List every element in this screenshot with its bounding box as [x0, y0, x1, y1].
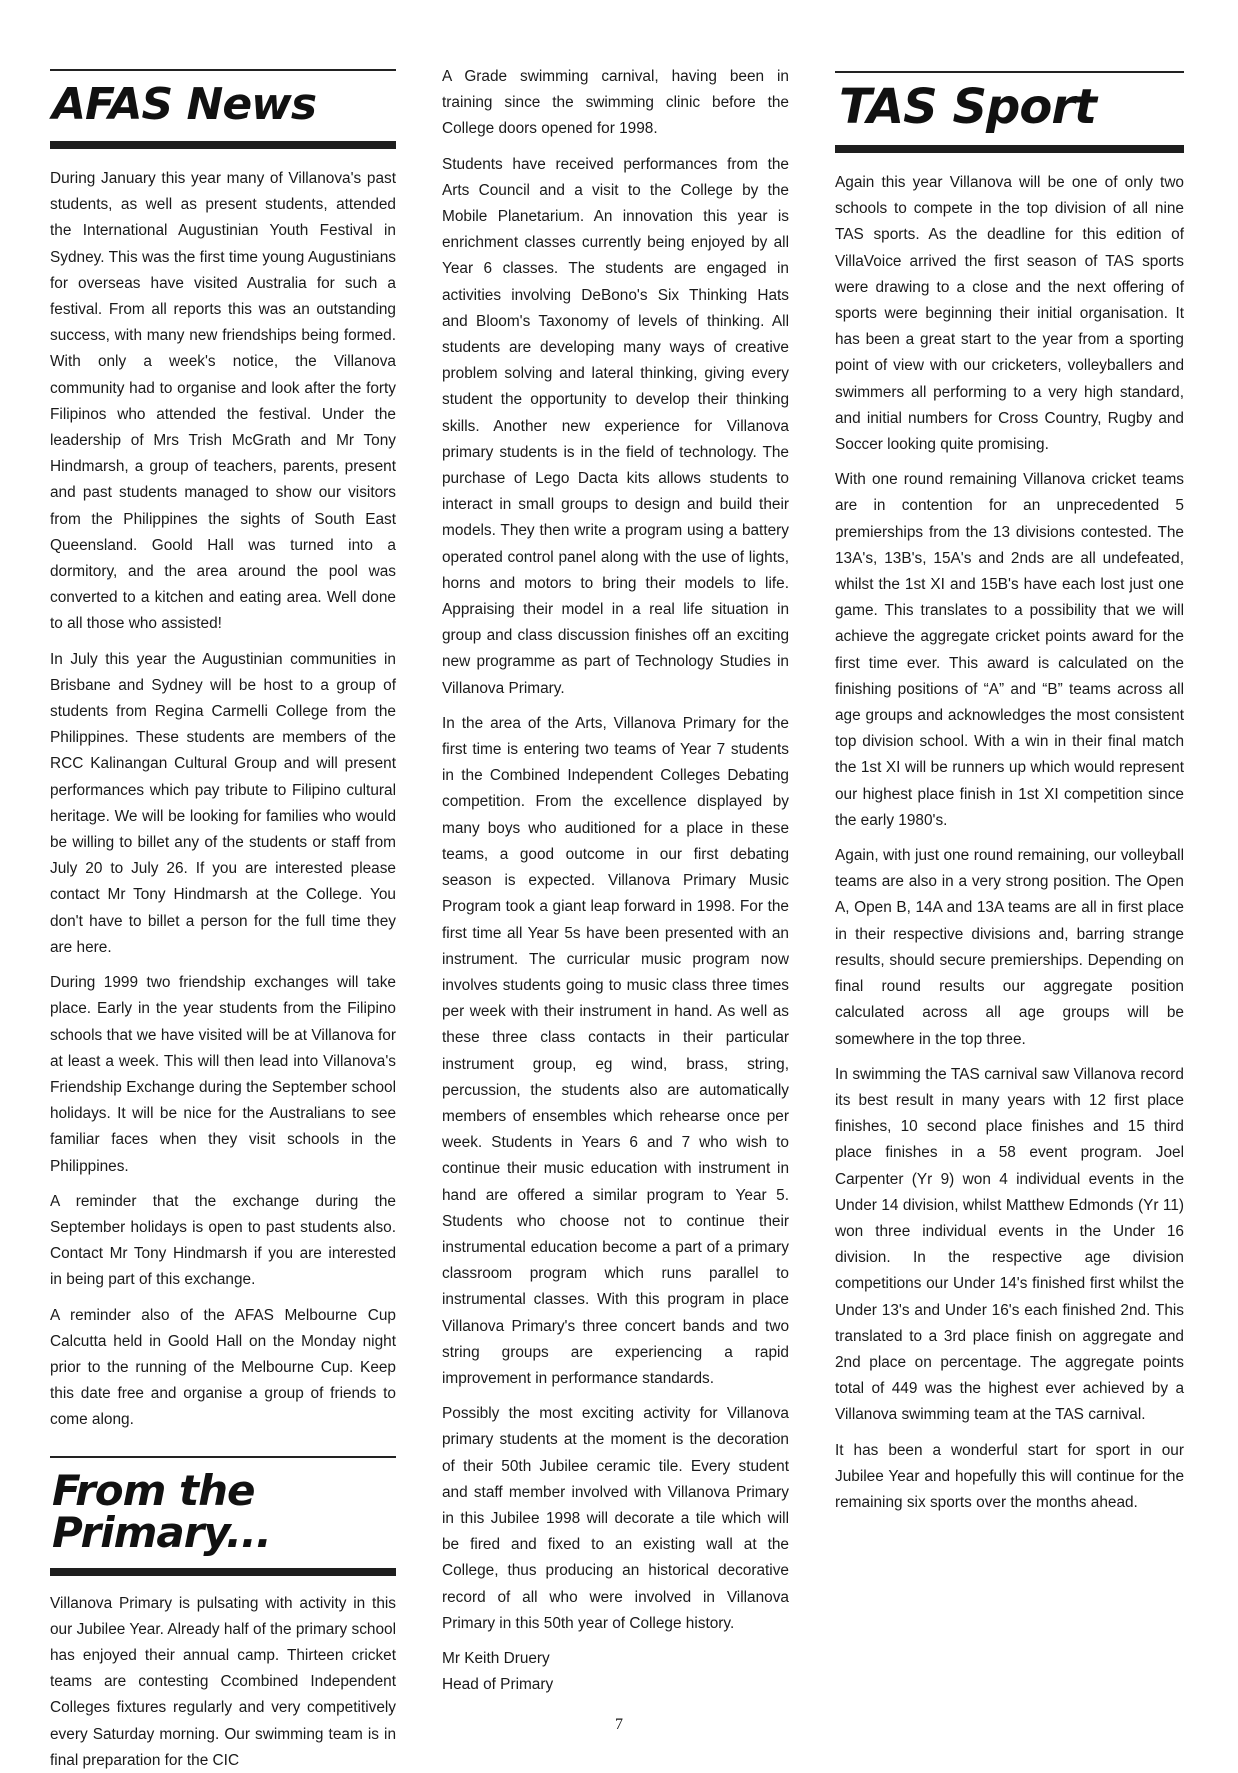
- signature-name: Mr Keith Druery: [442, 1649, 550, 1667]
- afas-paragraph: During January this year many of Villanova's past students, as well as present students, attended the International Augustinian Youth Festival in Sydney. This was the first time young Augustinians for overseas have visited Australia for such a festival. From all reports this was an outstanding success, with many new friendships being formed. With only a week's notice, the Villanova community had to organise and look after the forty Filipinos who attended the festival. Under the leadership of Mrs Trish McGrath and Mr Tony Hindmarsh, a group of teachers, parents, present and past students managed to show our visitors from the Philippines the sights of South East Queensland. Goold Hall was turned into a dormitory, and the area around the pool was converted to a kitchen and eating area. Well done to all those who assisted!: [50, 170, 396, 633]
- afas-news-header: [50, 69, 396, 149]
- column-left: [50, 0, 396, 1773]
- afas-paragraph: In July this year the Augustinian communities in Brisbane and Sydney will be host to a group of students from Regina Carmelli College from the Philippines. These students are members of the RCC Kalinangan Cultural Group and will present performances which pay tribute to Filipino cultural heritage. We will be looking for families who would be willing to billet any of the students or staff from July 20 to July 26. If you are interested please contact Mr Tony Hindmarsh at the College. You don't have to billet a person for the full time they are here.: [50, 650, 396, 956]
- afas-paragraph: A reminder that the exchange during the September holidays is open to past students also. Contact Mr Tony Hindmarsh if you are interested in being part of this exchange.: [50, 1192, 396, 1289]
- signature-role: Head of Primary: [442, 1675, 554, 1693]
- tas-paragraph: It has been a wonderful start for sport in our Jubilee Year and hopefully this will continue for the remaining six sports over the months ahead.: [835, 1441, 1184, 1511]
- primary-header: [50, 1456, 396, 1576]
- primary-paragraph: Students have received performances from the Arts Council and a visit to the College by the Mobile Planetarium. An innovation this year is enrichment classes currently being enjoyed by all Year 6 classes. The students are engaged in activities involving DeBono's Six Thinking Hats and Bloom's Taxonomy of levels of thinking. All students are developing many ways of creative problem solving and lateral thinking, giving every student the opportunity to develop their thinking skills. Another new experience for Villanova primary students is in the field of technology. The purchase of Lego Dacta kits allows students to interact in small groups to design and build their models. They then write a program using a battery operated control panel along with the use of lights, horns and motors to bring their models to life. Appraising their model in a real life situation in group and class discussion finishes off an exciting new programme as part of Technology Studies in Villanova Primary.: [442, 155, 789, 697]
- tas-sport-divider: [835, 145, 1184, 153]
- afas-paragraph: During 1999 two friendship exchanges will take place. Early in the year students from the Filipino schools that we have visited will be at Villanova for at least a week. This will then lead into Villanova's Friendship Exchange during the September school holidays. It will be nice for the Australians to see familiar faces when they visit schools in the Philippines.: [50, 974, 396, 1175]
- primary-paragraph: Possibly the most exciting activity for Villanova primary students at the moment is the decoration of their 50th Jubilee ceramic tile. Every student and staff member involved with Villanova Primary in this Jubilee 1998 will decorate a tile which will be fired and fixed to an existing wall at the College, thus producing an historical decorative record of all who were involved in Villanova Primary in this 50th year of College history.: [442, 1405, 789, 1632]
- afas-paragraph: A reminder also of the AFAS Melbourne Cup Calcutta held in Goold Hall on the Monday night prior to the running of the Melbourne Cup. Keep this date free and organise a group of friends to come along.: [50, 1306, 396, 1429]
- tas-sport-title: TAS Sport: [839, 79, 1096, 135]
- primary-paragraph: Villanova Primary is pulsating with activity in this our Jubilee Year. Already half of the primary school has enjoyed their annual camp. Thirteen cricket teams are contesting Ccombined Independent Colleges fixtures regularly and very competitively every Saturday morning. Our swimming team is in final preparation for the CIC: [50, 1594, 396, 1769]
- tas-paragraph: Again this year Villanova will be one of only two schools to compete in the top division of all nine TAS sports. As the deadline for this edition of VillaVoice arrived the first season of TAS sports were drawing to a close and the next offering of sports were beginning their initial organisation. It has been a great start to the year from a sporting point of view with our cricketers, volleyballers and swimmers all performing to a very high standard, and initial numbers for Cross Country, Rugby and Soccer looking quite promising.: [835, 174, 1184, 454]
- tas-paragraph: Again, with just one round remaining, our volleyball teams are also in a very strong position. The Open A, Open B, 14A and 13A teams are all in first place in their respective divisions and, barring strange results, should secure premierships. Depending on final round results our aggregate position calculated across all age groups will be somewhere in the top three.: [835, 847, 1184, 1048]
- primary-continuation-text: A Grade swimming carnival, having been in training since the swimming clinic before the College doors opened for 1998.: [442, 68, 789, 138]
- afas-news-title: AFAS News: [52, 79, 317, 130]
- column-middle: [442, 64, 789, 1698]
- primary-divider: [50, 1568, 396, 1576]
- page-number: 7: [615, 1716, 623, 1733]
- primary-title: From the Primary...: [52, 1465, 271, 1557]
- tas-paragraph: In swimming the TAS carnival saw Villanova record its best result in many years with 12 first place finishes, 10 second place finishes and 15 third place finishes in a 58 event program. Joel Carpenter (Yr 9) won 4 individual events in the Under 14 division, whilst Matthew Edmonds (Yr 11) won three individual events in the Under 16 division. In the respective age division competitions our Under 14's finished first whilst the Under 13's and Under 16's each finished 2nd. This translated to a 3rd place finish on aggregate and 2nd place on percentage. The aggregate points total of 449 was the highest ever achieved by a Villanova swimming team at the TAS carnival.: [835, 1065, 1184, 1424]
- afas-news-divider: [50, 141, 396, 149]
- tas-paragraph: With one round remaining Villanova cricket teams are in contention for an unprecedented 5 premierships from the 13 divisions contested. The 13A's, 13B's, 15A's and 2nds are all undefeated, whilst the 1st XI and 15B's have each lost just one game. This translates to a possibility that we will achieve the aggregate cricket points award for the first time ever. This award is calculated on the finishing positions of “A” and “B” teams across all age groups and acknowledges the most consistent top division school. With a win in their final match the 1st XI will be runners up which would represent our highest place finish in 1st XI competition since the early 1980's.: [835, 471, 1184, 829]
- column-right: [835, 0, 1184, 1525]
- primary-paragraph: In the area of the Arts, Villanova Primary for the first time is entering two teams of Year 7 students in the Combined Independent Colleges Debating competition. From the excellence displayed by many boys who auditioned for a place in these teams, a good outcome in our first debating season is expected. Villanova Primary Music Program took a giant leap forward in 1998. For the first time all Year 5s have been presented with an instrument. The curricular music program now involves students going to music class three times per week with their instrument in hand. As well as these three class contacts in their particular instrument group, eg wind, brass, string, percussion, the students also are automatically members of ensembles which rehearse once per week. Students in Years 6 and 7 who wish to continue their music education with instrument in hand are offered a similar program to Year 5. Students who choose not to continue their instrumental education become a part of a primary classroom program which runs parallel to instrumental classes. With this program in place Villanova Primary's three concert bands and two string groups are experiencing a rapid improvement in performance standards.: [442, 714, 789, 1387]
- tas-sport-header: [835, 71, 1184, 153]
